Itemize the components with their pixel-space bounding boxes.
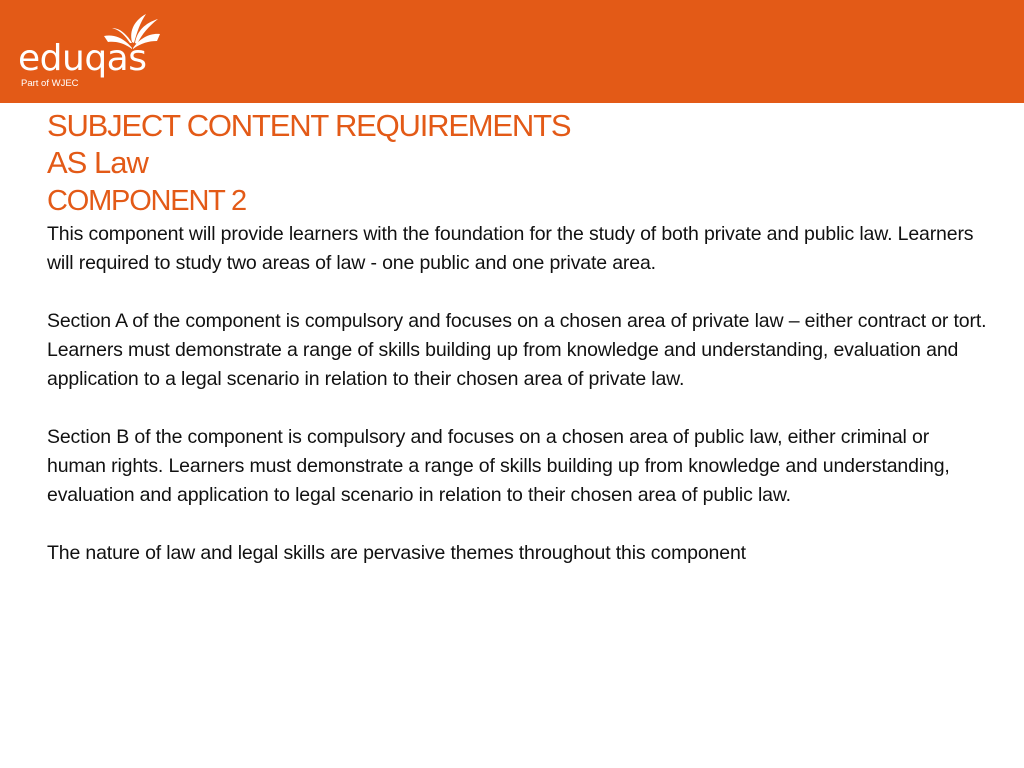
slide-subtitle: AS Law (47, 145, 148, 180)
paragraph-section-a: Section A of the component is compulsory and focuses on a chosen area of private law – either contract or tort. Learners must demonstrate a range of skills building up from knowledge and understanding, evaluation and application to a legal scenario in relation to their chosen area of private law. (47, 310, 987, 390)
paragraph-intro: This component will provide learners with the foundation for the study of both private and public law. Learners will required to study two areas of law - one public and one private area. (47, 223, 974, 274)
eduqas-logo[interactable] (18, 12, 168, 92)
paragraph-section-b: Section B of the component is compulsory and focuses on a chosen area of public law, either criminal or human rights. Learners must demonstrate a range of skills building up from knowledge and understanding, evaluation and application to legal scenario in relation to their chosen area of public law. (47, 426, 950, 506)
slide-content (47, 108, 987, 568)
brand-name: eduqas (18, 38, 147, 79)
header-band (0, 0, 1024, 103)
slide-title: SUBJECT CONTENT REQUIREMENTS (47, 108, 571, 143)
brand-tagline: Part of WJEC (21, 78, 79, 89)
component-heading: COMPONENT 2 (47, 185, 246, 217)
paragraph-themes: The nature of law and legal skills are pervasive themes throughout this component (47, 542, 746, 564)
